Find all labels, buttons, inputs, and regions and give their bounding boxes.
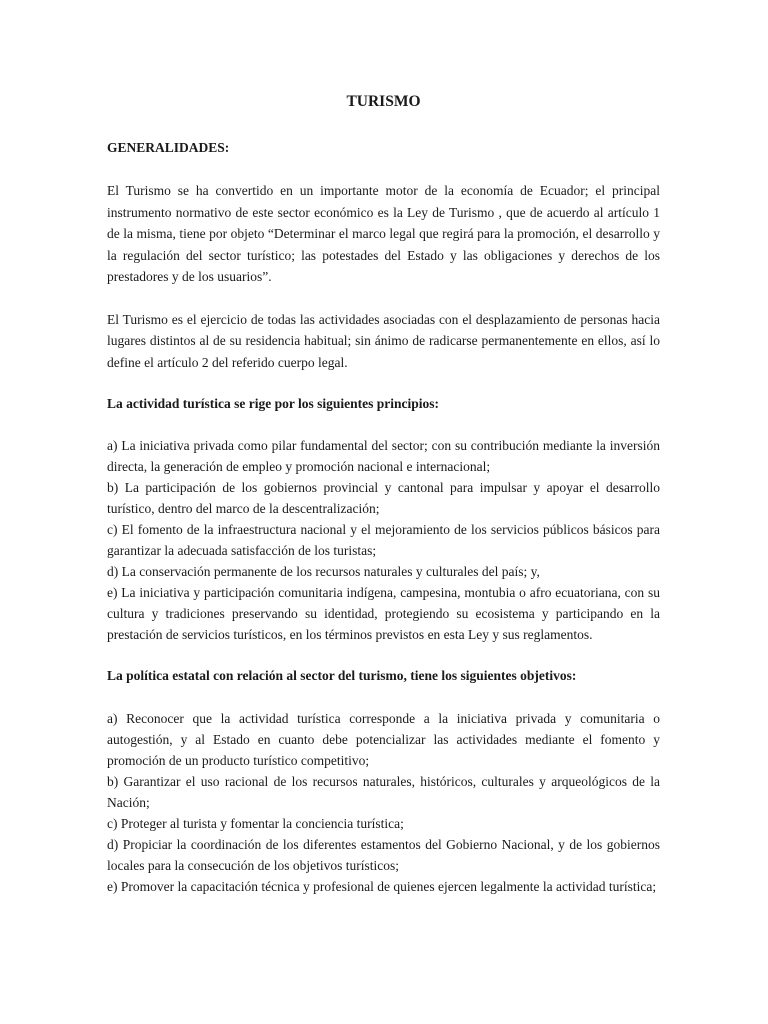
objetivo-item-e: e) Promover la capacitación técnica y profesional de quienes ejercen legalmente la actividad turística;: [107, 879, 657, 894]
objetivo-item-a: a) Reconocer que la actividad turística corresponde a la iniciativa privada y comunitaria o autogestión, y al Estado en cuanto debe potencializar las actividades mediante el fomento y promoción de un producto turístico competitivo;: [107, 711, 660, 768]
principio-item-c: c) El fomento de la infraestructura nacional y el mejoramiento de los servicios públicos básicos para garantizar la adecuada satisfacción de los turistas;: [107, 522, 660, 558]
objetivo-item-d: d) Propiciar la coordinación de los diferentes estamentos del Gobierno Nacional, y de los gobiernos locales para la consecución de los objetivos turísticos;: [107, 837, 660, 873]
principio-item-a: a) La iniciativa privada como pilar fundamental del sector; con su contribución mediante la inversión directa, la generación de empleo y promoción nacional e internacional;: [107, 438, 660, 474]
principio-item-d: d) La conservación permanente de los recursos naturales y culturales del país; y,: [107, 564, 540, 579]
objetivos-heading: La política estatal con relación al sector del turismo, tiene los siguientes objetivos:: [107, 668, 577, 683]
objetivo-item-c: c) Proteger al turista y fomentar la conciencia turística;: [107, 816, 404, 831]
paragraph-turismo-definicion: El Turismo es el ejercicio de todas las actividades asociadas con el desplazamiento de personas hacia lugares distintos al de su residencia habitual; sin ánimo de radicarse permanentemente en ellos, así lo define el artículo 2 del referido cuerpo legal.: [107, 311, 660, 370]
principio-item-b: b) La participación de los gobiernos provincial y cantonal para impulsar y apoyar el desarrollo turístico, dentro del marco de la descentralización;: [107, 480, 660, 516]
section-heading-generalidades: GENERALIDADES:: [107, 140, 230, 155]
principio-item-e: e) La iniciativa y participación comunitaria indígena, campesina, montubia o afro ecuatoriana, con su cultura y tradiciones preservando su identidad, protegiendo su ecosistema y participando en la prestación de servicios turísticos, en los términos previstos en esta Ley y sus reglamentos.: [107, 585, 660, 642]
document-page: [107, 92, 660, 897]
principios-list: [107, 435, 660, 645]
document-title: TURISMO: [346, 93, 421, 110]
principios-heading: La actividad turística se rige por los siguientes principios:: [107, 396, 440, 411]
objetivos-list: [107, 708, 660, 897]
objetivo-item-b: b) Garantizar el uso racional de los recursos naturales, históricos, culturales y arqueológicos de la Nación;: [107, 774, 660, 810]
paragraph-turismo-motor: El Turismo se ha convertido en un importante motor de la economía de Ecuador; el principal instrumento normativo de este sector económico es la Ley de Turismo , que de acuerdo al artículo 1 de la misma, tiene por objeto “Determinar el marco legal que regirá para la promoción, el desarrollo y la regulación del sector turístico; las potestades del Estado y las obligaciones y derechos de los prestadores y de los usuarios”.: [107, 183, 660, 284]
